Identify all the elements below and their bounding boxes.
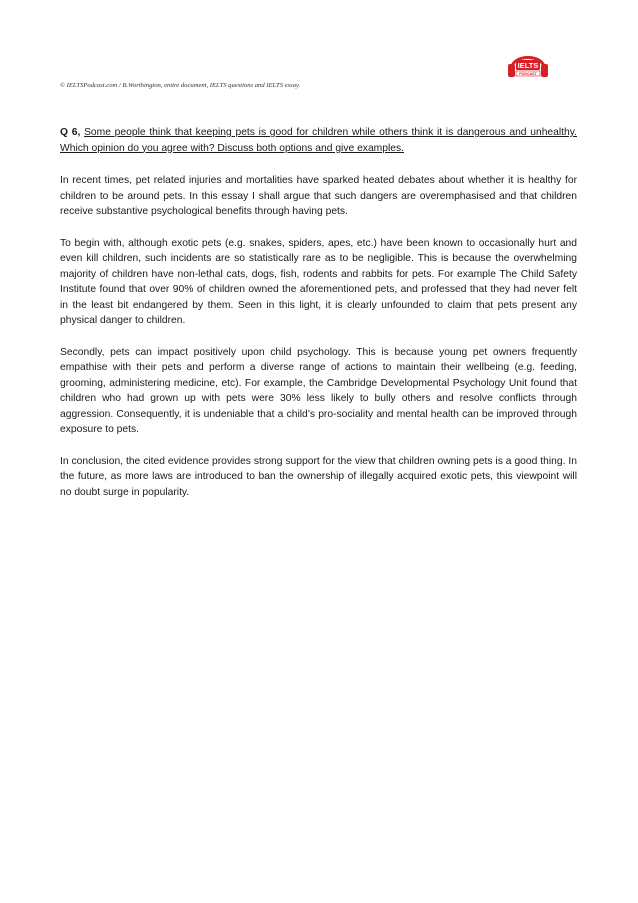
question-number: Q 6, [60,127,81,138]
essay-question [60,125,577,156]
svg-text:IELTS: IELTS [517,61,539,70]
copyright-note: © IELTSPodcast.com / B.Worthington, entire document, IELTS questions and IELTS essay. [60,82,301,89]
essay-paragraph-conclusion: In conclusion, the cited evidence provides strong support for the view that children owning pets is a good thing. In the future, as more laws are introduced to ban the ownership of illegally acquired exotic pets, this viewpoint will no doubt surge in popularity. [60,455,577,498]
essay-paragraph-body-1: To begin with, although exotic pets (e.g. snakes, spiders, apes, etc.) have been known to occasionally hurt and even kill children, such incidents are so statistically rare as to be negligible. This is because the overwhelming majority of children have non-lethal cats, dogs, fish, rodents and rabbits for pets. For example The Child Safety Institute found that over 90% of children owned the aforementioned pets, and professed that they had never felt in the least bit endangered by them. Seen in this light, it is clearly unfounded to claim that pets present any physical danger to children. [60,237,577,326]
headphones-logo-icon [506,46,550,82]
ielts-podcast-logo [506,46,550,82]
question-text: Some people think that keeping pets is good for children while others think it is dangerous and unhealthy. Which opinion do you agree with? Discuss both options and give examples. [60,127,578,154]
svg-text:PODCAST: PODCAST [519,72,537,76]
essay-paragraph-body-2: Secondly, pets can impact positively upon child psychology. This is because young pet owners frequently empathise with their pets and perform a diverse range of actions to maintain their wellbeing (e.g. feeding, grooming, administering medicine, etc). For example, the Cambridge Developmental Psychology Unit found that children who had grown up with pets were 30% less likely to bully others and resolve conflicts through aggression. Consequently, it is undeniable that a child’s pro-sociality and mental health can be improved through exposure to pets. [60,346,577,435]
essay-paragraph-intro: In recent times, pet related injuries and mortalities have sparked heated debates about whether it is healthy for children to be around pets. In this essay I shall argue that such dangers are overemphasised and that children receive substantive psychological benefits through having pets. [60,175,577,217]
essay-document [60,125,577,516]
